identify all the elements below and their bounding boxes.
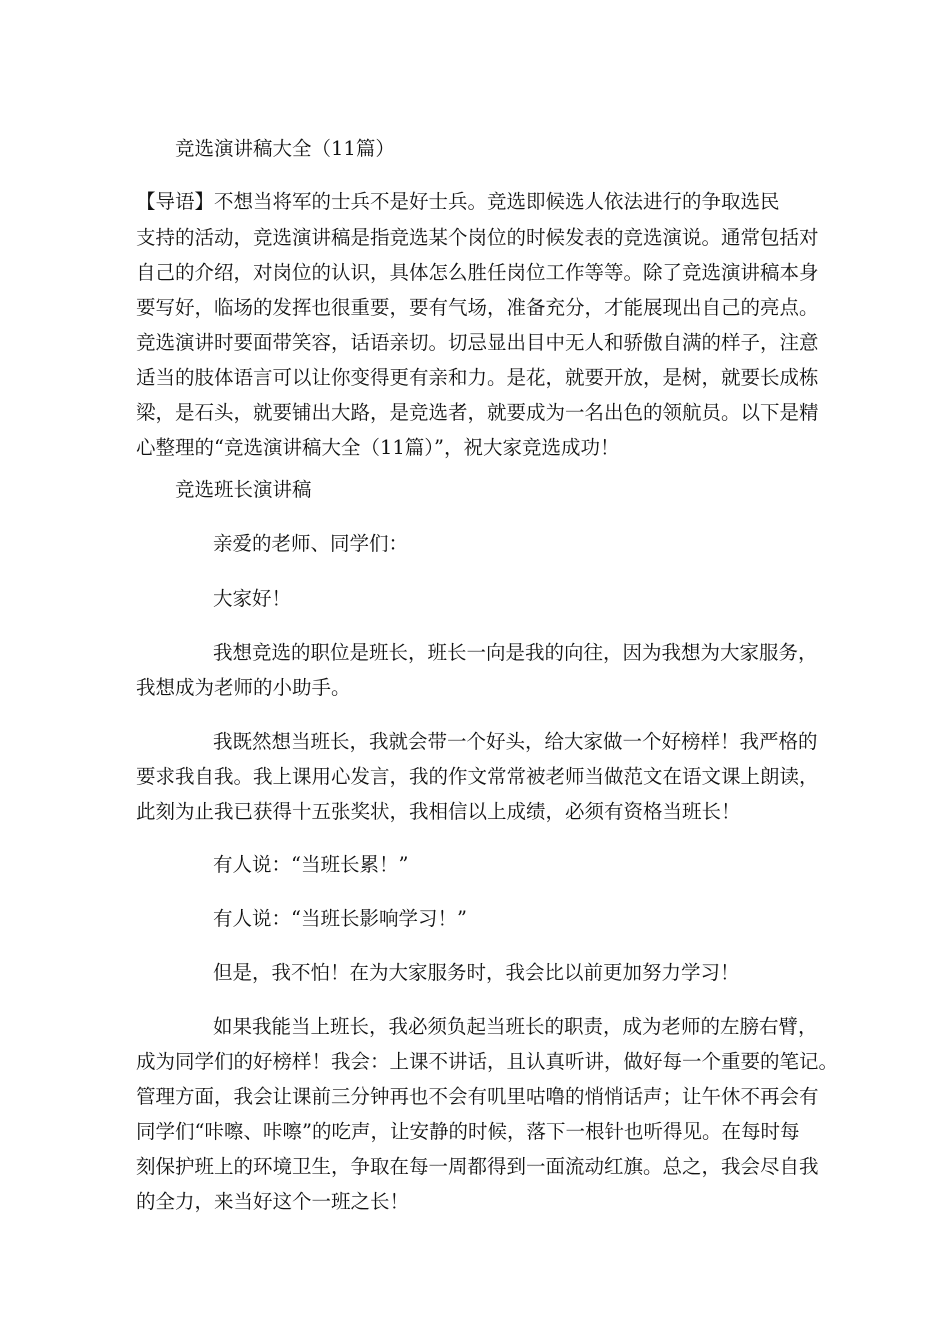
intro-line: 自己的介绍，对岗位的认识，具体怎么胜任岗位工作等等。除了竞选演讲稿本身 xyxy=(136,261,819,284)
intro-line: 要写好，临场的发挥也很重要，要有气场，准备充分，才能展现出自己的亮点。 xyxy=(136,296,819,319)
intro-line: 支持的活动，竞选演讲稿是指竞选某个岗位的时候发表的竞选演说。通常包括对 xyxy=(136,226,819,249)
intro-line: 梁，是石头，就要铺出大路，是竞选者，就要成为一名出色的领航员。以下是精 xyxy=(136,401,819,424)
intro-line: 竞选演讲时要面带笑容，话语亲切。切忌显出目中无人和骄傲自满的样子，注意 xyxy=(136,331,819,354)
quote-line: 有人说：“当班长影响学习！” xyxy=(213,907,467,930)
quote-line: 有人说：“当班长累！” xyxy=(213,853,409,876)
paragraph-line: 我既然想当班长，我就会带一个好头，给大家做一个好榜样！我严格的 xyxy=(213,730,818,753)
page-title: 竞选演讲稿大全（11篇） xyxy=(175,137,395,160)
paragraph-line: 的全力，来当好这个一班之长！ xyxy=(136,1190,410,1213)
paragraph-line: 成为同学们的好榜样！我会：上课不讲话，且认真听讲，做好每一个重要的笔记。 xyxy=(136,1050,839,1073)
paragraph-line: 同学们“咔嚓、咔嚓”的吃声，让安静的时候，落下一根针也听得见。在每时每 xyxy=(136,1120,800,1143)
paragraph-line: 刻保护班上的环境卫生，争取在每一周都得到一面流动红旗。总之，我会尽自我 xyxy=(136,1155,819,1178)
intro-line: 【导语】不想当将军的士兵不是好士兵。竞选即候选人依法进行的争取选民 xyxy=(136,190,780,213)
intro-line: 适当的肢体语言可以让你变得更有亲和力。是花，就要开放，是树，就要长成栋 xyxy=(136,366,819,389)
paragraph-line: 此刻为止我已获得十五张奖状，我相信以上成绩，必须有资格当班长！ xyxy=(136,800,741,823)
greeting: 亲爱的老师、同学们： xyxy=(213,532,409,555)
paragraph-line: 我想竞选的职位是班长，班长一向是我的向往，因为我想为大家服务， xyxy=(213,641,818,664)
paragraph-line: 管理方面，我会让课前三分钟再也不会有叽里咕噜的悄悄话声；让午休不再会有 xyxy=(136,1085,819,1108)
hello: 大家好！ xyxy=(213,587,292,610)
section-title: 竞选班长演讲稿 xyxy=(175,478,312,501)
paragraph-line: 要求我自我。我上课用心发言，我的作文常常被老师当做范文在语文课上朗读， xyxy=(136,765,819,788)
intro-line: 心整理的“竞选演讲稿大全（11篇）”，祝大家竞选成功！ xyxy=(136,436,620,459)
paragraph-line: 如果我能当上班长，我必须负起当班长的职责，成为老师的左膀右臂， xyxy=(213,1015,818,1038)
paragraph-line: 我想成为老师的小助手。 xyxy=(136,676,351,699)
resolve-line: 但是，我不怕！在为大家服务时，我会比以前更加努力学习！ xyxy=(213,961,740,984)
